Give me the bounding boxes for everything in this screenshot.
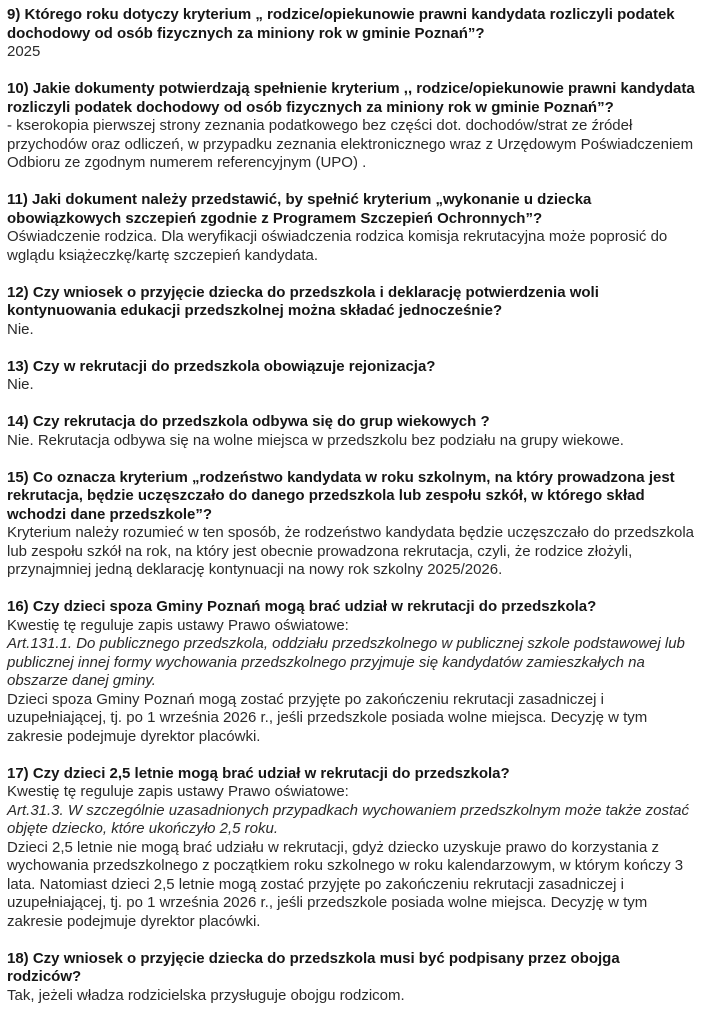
faq-answer-legal-citation: Art.31.3. W szczególnie uzasadnionych przypadkach wychowaniem przedszkolnym może także zostać objęte dziecko, które ukończyło 2,5 roku. <box>7 801 689 837</box>
faq-item <box>7 80 696 173</box>
faq-answer: Kryterium należy rozumieć w ten sposób, że rodzeństwo kandydata będzie uczęszczało do przedszkola lub zespołu szkół na rok, na który jest obecnie prowadzona rekrutacja, czyli, że rodzice złożyli, przynajmniej jedną deklarację kontynuacji na nowy rok szkolny 2025/2026. <box>7 524 695 578</box>
faq-list <box>7 6 696 1005</box>
faq-answer: Kwestię tę reguluje zapis ustawy Prawo oświatowe: <box>7 616 349 634</box>
faq-answer: Nie. <box>7 376 34 393</box>
faq-answer: Tak, jeżeli władza rodzicielska przysługuje obojgu rodzicom. <box>7 986 405 1004</box>
faq-item <box>7 950 696 1006</box>
faq-question: 13) Czy w rekrutacji do przedszkola obowiązuje rejonizacja? <box>7 357 436 375</box>
faq-item <box>7 284 696 340</box>
faq-answer-legal-citation: Art.131.1. Do publicznego przedszkola, oddziału przedszkolnego w publicznej szkole podstawowej lub publicznej innej formy wychowania przedszkolnego przyjmuje się kandydatów zamieszkałych na obszarze danej gminy. <box>7 635 685 689</box>
faq-question: 12) Czy wniosek o przyjęcie dziecka do przedszkola i deklarację potwierdzenia woli kontynuowania edukacji przedszkolnej można składać jednocześnie? <box>7 283 599 319</box>
faq-answer: - kserokopia pierwszej strony zeznania podatkowego bez części dot. dochodów/strat ze źródeł przychodów oraz odliczeń, w przypadku zeznania elektronicznego wraz z Urzędowym Poświadczeniem Odbioru ze zgodnym numerem referencyjnym (UPO) . <box>7 117 694 171</box>
faq-answer: 2025 <box>7 43 41 60</box>
faq-answer: Kwestię tę reguluje zapis ustawy Prawo oświatowe: <box>7 783 349 800</box>
faq-item <box>7 191 696 265</box>
faq-question: 16) Czy dzieci spoza Gminy Poznań mogą brać udział w rekrutacji do przedszkola? <box>7 598 597 615</box>
faq-question: 15) Co oznacza kryterium „rodzeństwo kandydata w roku szkolnym, na który prowadzona jest rekrutacja, będzie uczęszczało do danego przedszkola lub zespołu szkół, w którego skład wchodzi dane przedszkole”? <box>7 468 675 523</box>
faq-question: 9) Którego roku dotyczy kryterium „ rodzice/opiekunowie prawni kandydata rozliczyli podatek dochodowy od osób fizycznych za miniony rok w gminie Poznań”? <box>7 6 675 42</box>
faq-answer: Dzieci spoza Gminy Poznań mogą zostać przyjęte po zakończeniu rekrutacji zasadniczej i uzupełniającej, tj. po 1 września 2026 r., jeśli przedszkole posiada wolne miejsca. Decyzję w tym zakresie podejmuje dyrektor placówki. <box>7 690 648 745</box>
faq-item <box>7 598 696 746</box>
faq-question: 10) Jakie dokumenty potwierdzają spełnienie kryterium ,, rodzice/opiekunowie prawni kandydata rozliczyli podatek dochodowy od osób fizycznych za miniony rok w gminie Poznań”? <box>7 80 695 116</box>
faq-item <box>7 6 696 62</box>
faq-answer: Nie. <box>7 320 34 338</box>
faq-question: 17) Czy dzieci 2,5 letnie mogą brać udział w rekrutacji do przedszkola? <box>7 764 510 782</box>
faq-question: 18) Czy wniosek o przyjęcie dziecka do przedszkola musi być podpisany przez obojga rodziców? <box>7 949 620 985</box>
faq-item <box>7 765 696 932</box>
faq-item <box>7 469 696 580</box>
faq-item <box>7 413 696 450</box>
faq-answer: Oświadczenie rodzica. Dla weryfikacji oświadczenia rodzica komisja rekrutacyjna może poprosić do wglądu książeczkę/kartę szczepień kandydata. <box>7 228 668 264</box>
faq-item <box>7 358 696 395</box>
faq-question: 11) Jaki dokument należy przedstawić, by spełnić kryterium „wykonanie u dziecka obowiązkowych szczepień zgodnie z Programem Szczepień Ochronnych”? <box>7 191 592 227</box>
faq-answer: Dzieci 2,5 letnie nie mogą brać udziału w rekrutacji, gdyż dziecko uzyskuje prawo do korzystania z wychowania przedszkolnego z początkiem roku szkolnego w roku kalendarzowym, w którym kończy 3 lata. Natomiast dzieci 2,5 letnie mogą zostać przyjęte po zakończeniu rekrutacji zasadniczej i uzupełniającej, tj. po 1 września 2026 r., jeśli przedszkole posiada wolne miejsca. Decyzję w tym zakresie podejmuje dyrektor placówki. <box>7 838 684 930</box>
faq-question: 14) Czy rekrutacja do przedszkola odbywa się do grup wiekowych ? <box>7 413 490 430</box>
faq-answer: Nie. Rekrutacja odbywa się na wolne miejsca w przedszkolu bez podziału na grupy wiekowe. <box>7 431 624 449</box>
